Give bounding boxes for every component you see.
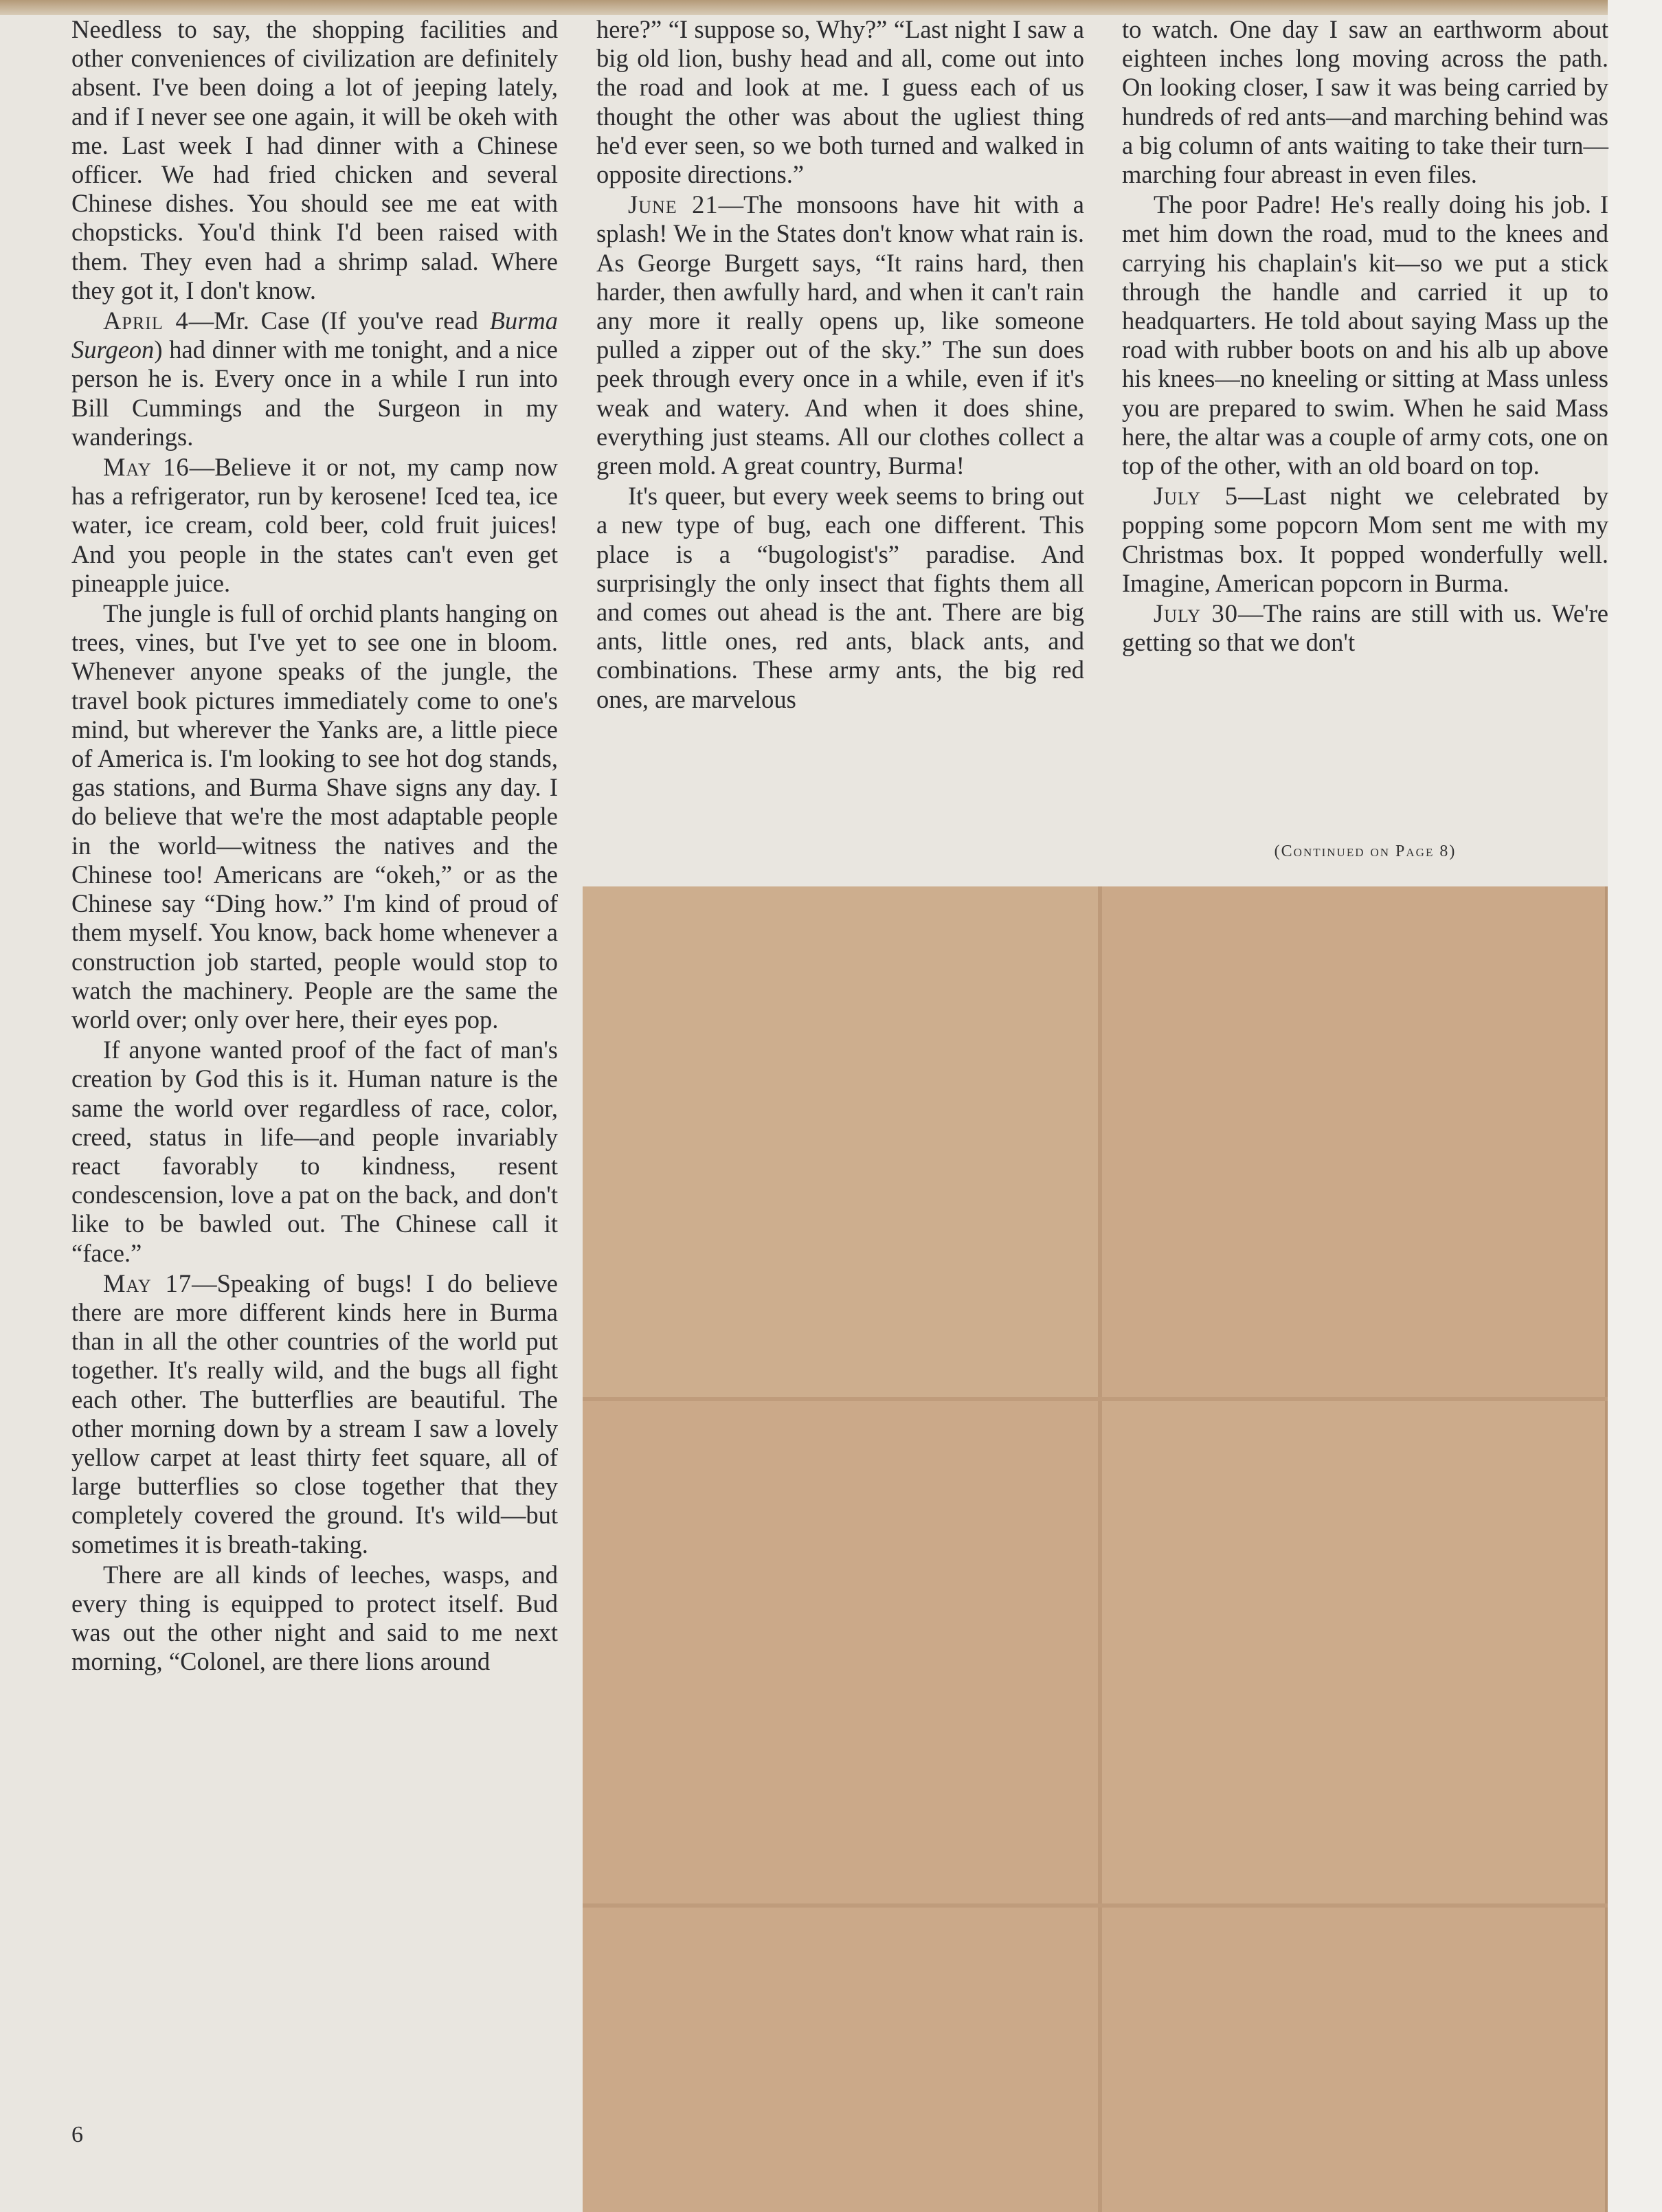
paragraph-diary-entry: May 16—Believe it or not, my camp now has a refrigerator, run by kerosene! Iced tea, ice water, ice cream, cold beer, cold fruit juices! And you people in the states can't even get pineapple juice. <box>71 453 558 597</box>
paragraph: Needless to say, the shopping facilities and other conveniences of civilization are definitely absent. I've been doing a lot of jeeping lately, and if I never see one again, it will be okeh with me. Last week I had dinner with a Chinese officer. We had fried chicken and several Chinese dishes. You should see me eat with chopsticks. You'd think I'd been raised with them. They even had a shrimp salad. Where they got it, I don't know. <box>71 15 558 304</box>
entry-date: May 17 <box>103 1269 192 1297</box>
paragraph: to watch. One day I saw an earthworm about eighteen inches long moving across the path. On looking closer, I saw it was being carried by hundreds of red ants—and marching behind was a big column of ants waiting to take their turn—marching four abreast in even files. <box>1122 15 1608 189</box>
book-title: Burma Surgeon <box>71 306 559 364</box>
paragraph: The poor Padre! He's really doing his job. I met him down the road, mud to the knees and carrying his chaplain's kit—so we put a stick through the handle and carried it up to headquarters. He told about saying Mass up the road with rubber boots on and his alb up above his knees—no kneeling or sitting at Mass unless you are prepared to swim. When he said Mass here, the altar was a couple of army cots, one on top of the other, with an old board on top. <box>1122 190 1608 480</box>
paragraph-diary-entry: July 5—Last night we celebrated by popping some popcorn Mom sent me with my Christmas box. It popped wonderfully well. Imagine, American popcorn in Burma. <box>1122 482 1608 597</box>
text-column-2 <box>596 15 1084 715</box>
text-column-1 <box>71 15 558 1678</box>
paragraph-diary-entry: May 17—Speaking of bugs! I do believe there are more different kinds here in Burma than in all the other countries of the world put together. It's really wild, and the bugs all fight each other. The butterflies are beautiful. The other morning down by a stream I saw a lovely yellow carpet at least thirty feet square, all of large butterflies so close together that they completely covered the ground. It's wild—but sometimes it is breath-taking. <box>71 1269 558 1559</box>
kraft-paper-area <box>583 886 1608 2212</box>
page-number: 6 <box>71 2122 83 2147</box>
fold-line <box>1098 886 1102 2212</box>
fold-line <box>583 1903 1608 1908</box>
paragraph-diary-entry: July 30—The rains are still with us. We're getting so that we don't <box>1122 599 1608 657</box>
entry-date: April 4 <box>103 306 189 335</box>
right-paper-edge <box>1608 0 1662 2212</box>
fold-line <box>583 1397 1608 1401</box>
entry-date: July 30 <box>1154 599 1239 628</box>
paragraph: It's queer, but every week seems to bring out a new type of bug, each one different. This place is a “bugologist's” paradise. And surprisingly the only insect that fights them all and comes out ahead is the ant. There are big ants, little ones, red ants, black ants, and combinations. These army ants, the big red ones, are marvelous <box>596 482 1084 713</box>
top-paper-edge <box>0 0 1662 15</box>
text-column-3 <box>1122 15 1608 658</box>
continued-note: (Continued on Page 8) <box>1274 842 1457 860</box>
paragraph-diary-entry: June 21—The monsoons have hit with a splash! We in the States don't know what rain is. As George Burgett says, “It rains hard, then harder, then awfully hard, and when it can't rain any more it really opens up, like someone pulled a zipper out of the sky.” The sun does peek through every once in a while, even if it's weak and watery. And when it does shine, everything just steams. All our clothes collect a green mold. A great country, Burma! <box>596 190 1085 480</box>
fold-line <box>1605 886 1608 2212</box>
paragraph: here?” “I suppose so, Why?” “Last night I saw a big old lion, bushy head and all, come out into the road and look at me. I guess each of us thought the other was about the ugliest thing he'd ever seen, so we both turned and walked in opposite directions.” <box>596 15 1084 189</box>
kraft-panel <box>583 886 1098 1397</box>
paragraph: The jungle is full of orchid plants hanging on trees, vines, but I've yet to see one in bloom. Whenever anyone speaks of the jungle, the travel book pictures immediately come to one's mind, but wherever the Yanks are, a little piece of America is. I'm looking to see hot dog stands, gas stations, and Burma Shave signs any day. I do believe that we're the most adaptable people in the world—witness the natives and the Chinese too! Americans are “okeh,” or as the Chinese say “Ding how.” I'm kind of proud of them myself. You know, back home whenever a construction job started, people would stop to watch the machinery. People are the same the world over; only over here, their eyes pop. <box>71 599 558 1034</box>
kraft-panel <box>1102 1401 1605 1903</box>
entry-date: July 5 <box>1154 482 1239 511</box>
paragraph: If anyone wanted proof of the fact of man's creation by God this is it. Human nature is the same the world over regardless of race, color, creed, status in life—and people invariably react favorably to kindness, resent condescension, love a pat on the back, and don't like to be bawled out. The Chinese call it “face.” <box>71 1036 558 1267</box>
paragraph: There are all kinds of leeches, wasps, and every thing is equipped to protect itself. Bud was out the other night and said to me next morning, “Colonel, are there lions around <box>71 1560 558 1676</box>
entry-date: May 16 <box>103 453 190 482</box>
entry-date: June 21 <box>628 190 719 219</box>
paragraph-diary-entry: April 4—Mr. Case (If you've read Burma Surgeon) had dinner with me tonight, and a nice person he is. Every once in a while I run into Bill Cummings and the Surgeon in my wanderings. <box>71 306 559 451</box>
